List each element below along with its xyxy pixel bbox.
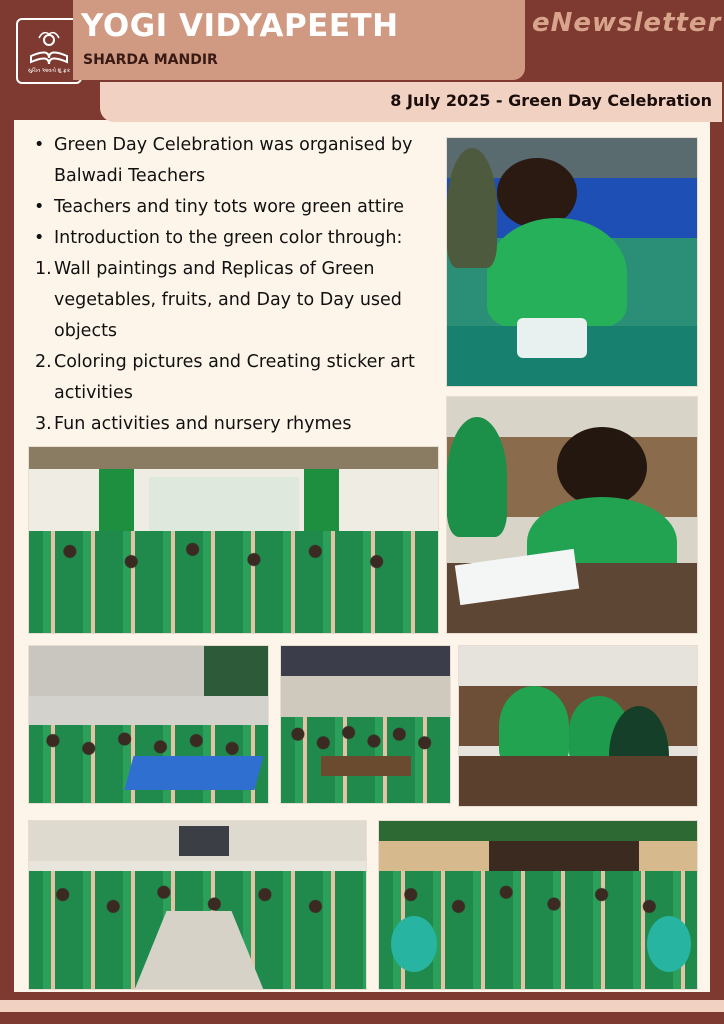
bullet-list: [30, 130, 430, 254]
publication-title: eNewsletter: [532, 8, 722, 38]
school-name: YOGI VIDYAPEETH: [81, 8, 399, 44]
item-number: 3.: [35, 414, 52, 434]
item-number: 2.: [35, 352, 52, 372]
footer-band: [0, 1000, 724, 1012]
photo-classroom-hands-up: [280, 645, 451, 804]
photo-boy-coloring: [446, 137, 698, 387]
photo-kids-desk: [458, 645, 698, 807]
footer-strip: [0, 1012, 724, 1024]
masthead: [73, 0, 525, 80]
numbered-list: [30, 254, 430, 440]
photo-classroom-desks: [28, 645, 269, 804]
photo-group-hall: [28, 446, 439, 634]
numbered-item: [30, 409, 430, 440]
photo-large-gathering: [28, 820, 367, 990]
numbered-item: [30, 347, 430, 409]
book-hands-icon: [25, 28, 73, 66]
bullet-item: • Teachers and tiny tots wore green attire: [30, 192, 430, 223]
bullet-item: • Introduction to the green color through:: [30, 223, 430, 254]
logo-caption: સુચિત આવતો શું ફ્રક: [27, 68, 71, 74]
photo-stage-group: [378, 820, 698, 990]
article-body: [30, 130, 430, 440]
bullet-item: • Green Day Celebration was organised by Balwadi Teachers: [30, 130, 430, 192]
item-text: Coloring pictures and Creating sticker art activities: [54, 352, 415, 403]
item-number: 1.: [35, 259, 52, 279]
item-text: Wall paintings and Replicas of Green vegetables, fruits, and Day to Day used objects: [54, 259, 402, 341]
item-text: Fun activities and nursery rhymes: [54, 414, 352, 434]
numbered-item: [30, 254, 430, 347]
photo-girl-coloring: [446, 396, 698, 634]
date-bar: [100, 82, 722, 122]
school-subtitle: SHARDA MANDIR: [83, 52, 218, 68]
issue-date-headline: 8 July 2025 - Green Day Celebration: [390, 91, 712, 110]
